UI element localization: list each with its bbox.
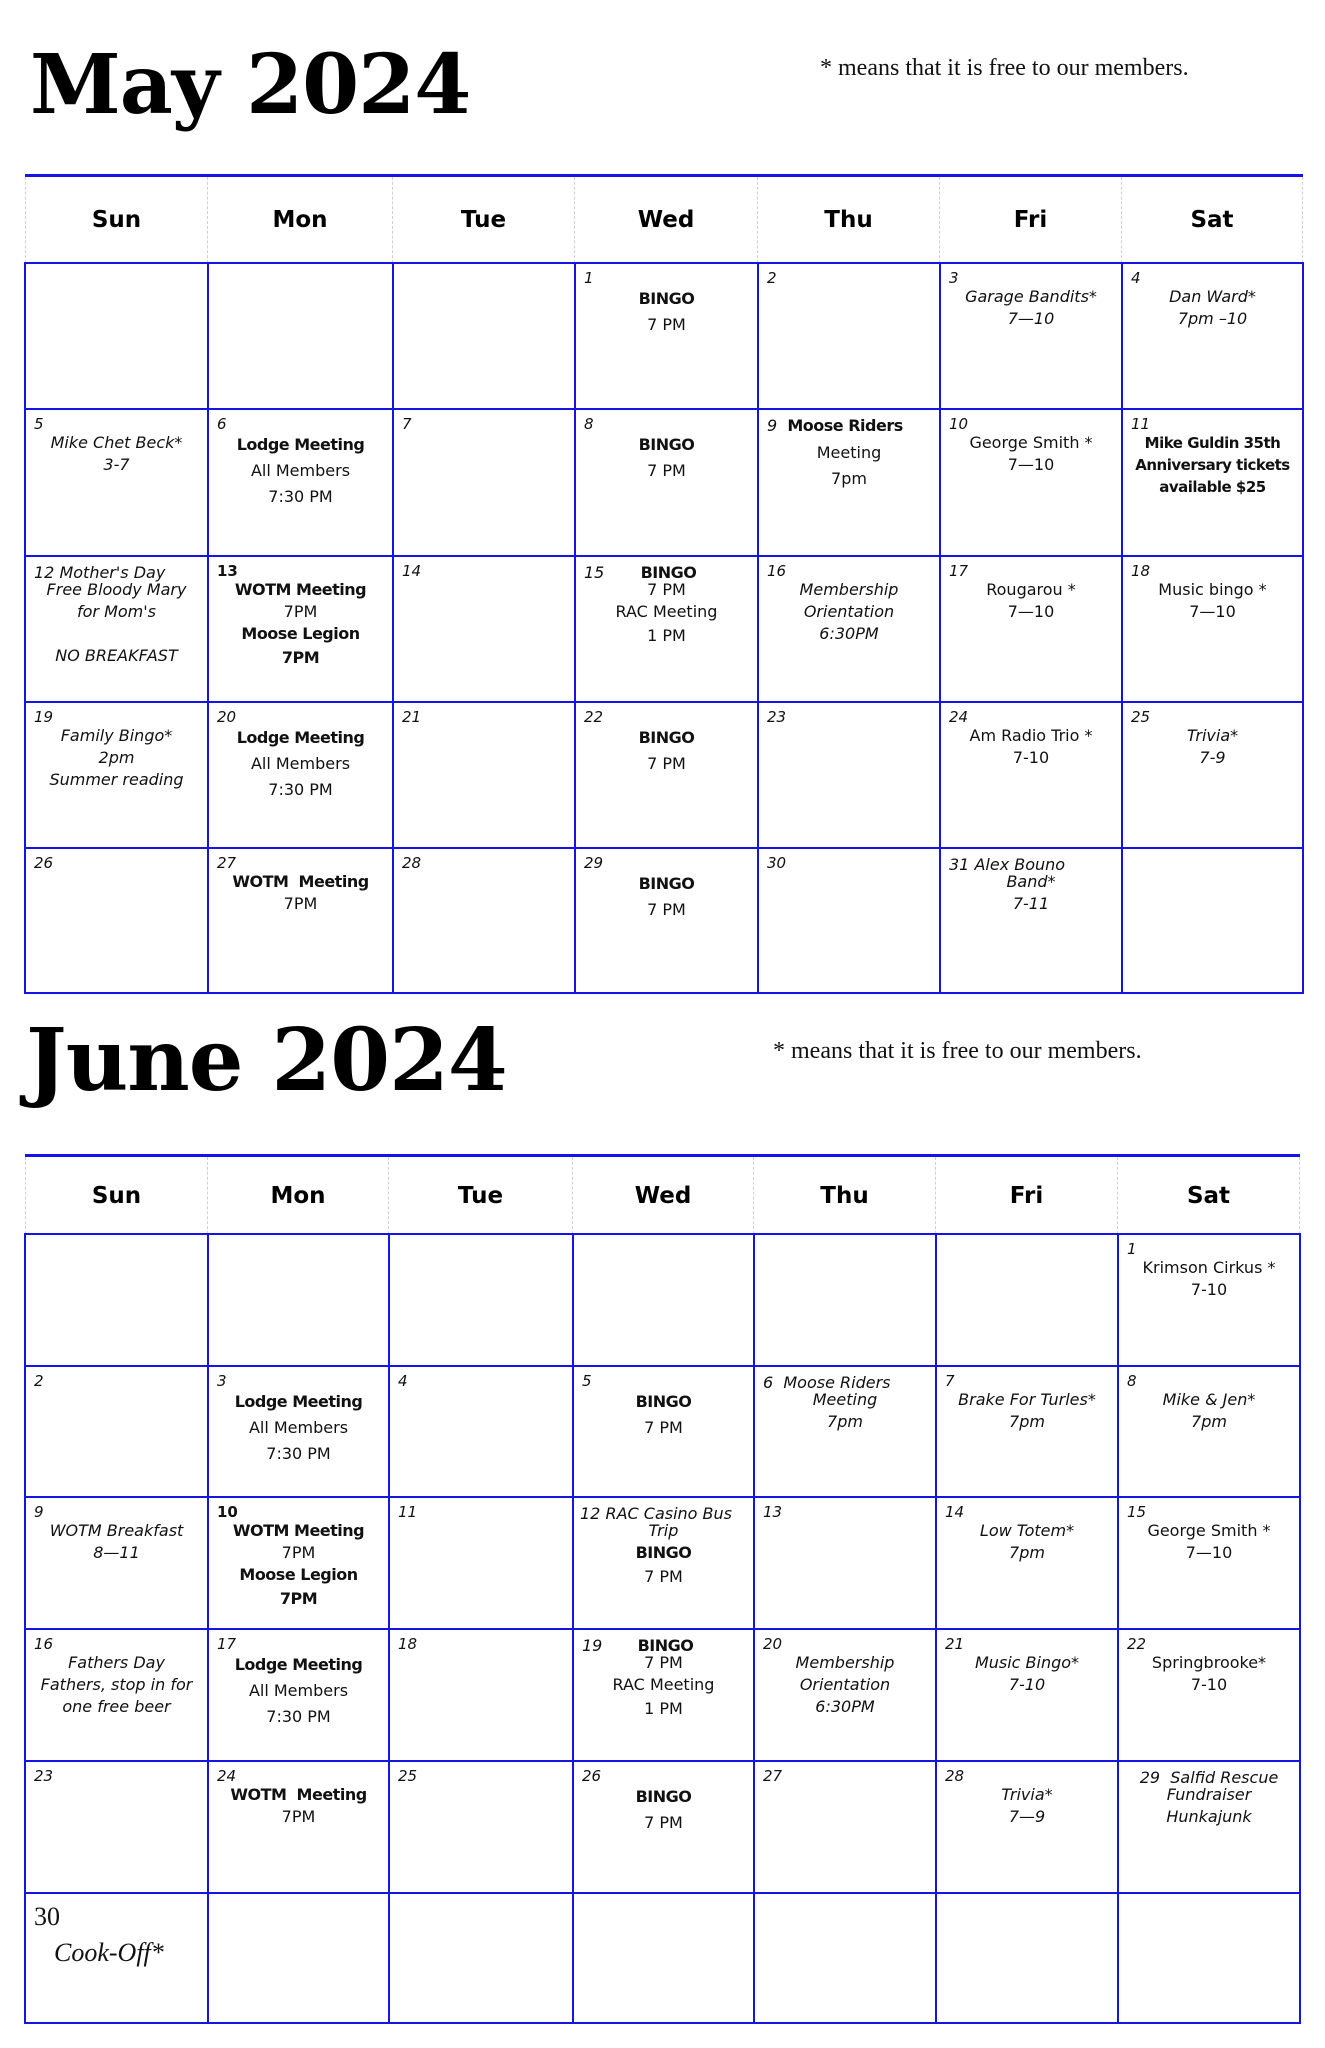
june-day-4[interactable] bbox=[388, 1365, 574, 1498]
event: Mike Chet Beck* 3-7 bbox=[50, 433, 183, 474]
may-day-26[interactable] bbox=[24, 847, 209, 994]
event: Trivia* 7-9 bbox=[1186, 726, 1239, 767]
event: BINGO 7 PM bbox=[638, 728, 695, 773]
event: WOTM Meeting 7PM Moose Legion 7PM bbox=[234, 580, 367, 667]
may-day-24[interactable] bbox=[939, 701, 1123, 849]
event-title: 9 Moose Riders bbox=[767, 416, 903, 435]
day-number: 5 bbox=[582, 1372, 592, 1390]
event: Lodge Meeting All Members 7:30 PM bbox=[236, 728, 365, 799]
may-weekday-wed: Wed bbox=[575, 177, 758, 263]
may-day-20[interactable] bbox=[207, 701, 394, 849]
day-number: 7 bbox=[402, 415, 412, 433]
day-number: 2 bbox=[34, 1372, 44, 1390]
day-number: 24 bbox=[217, 1767, 237, 1785]
day-number: 26 bbox=[582, 1767, 602, 1785]
june-empty-cell bbox=[1117, 1892, 1301, 2024]
june-empty-cell bbox=[388, 1892, 574, 2024]
day-number: 18 bbox=[1131, 562, 1151, 580]
day-number: 22 bbox=[584, 708, 604, 726]
day-number: 6 bbox=[217, 415, 227, 433]
june-day-28[interactable] bbox=[935, 1760, 1119, 1894]
event: George Smith * 7—10 bbox=[969, 433, 1093, 474]
day-number: 10 bbox=[217, 1503, 238, 1521]
june-day-29[interactable] bbox=[1117, 1760, 1301, 1894]
day-number: 17 bbox=[949, 562, 969, 580]
june-weekday-thu: Thu bbox=[754, 1157, 936, 1234]
june-day-27[interactable] bbox=[753, 1760, 937, 1894]
june-weekday-mon: Mon bbox=[208, 1157, 389, 1234]
may-day-21[interactable] bbox=[392, 701, 576, 849]
june-day-15[interactable] bbox=[1117, 1496, 1301, 1630]
may-day-30[interactable] bbox=[757, 847, 941, 994]
june-day-22[interactable] bbox=[1117, 1628, 1301, 1762]
event: BINGO 7 PM bbox=[638, 435, 695, 480]
event: Meeting 7pm bbox=[812, 1390, 878, 1431]
day-number: 1 bbox=[584, 269, 594, 287]
event: Trivia* 7—9 bbox=[1001, 1785, 1053, 1826]
may-weekday-sun: Sun bbox=[25, 177, 208, 263]
day-number: 3 bbox=[217, 1372, 227, 1390]
day-number: 21 bbox=[402, 708, 422, 726]
june-weekday-tue: Tue bbox=[389, 1157, 573, 1234]
event: WOTM Meeting 7PM Moose Legion 7PM bbox=[232, 1521, 365, 1608]
day-number: 27 bbox=[763, 1767, 783, 1785]
may-day-8[interactable] bbox=[574, 408, 759, 557]
june-day-5[interactable] bbox=[572, 1365, 755, 1498]
event-title: 29 Salfid Rescue bbox=[1139, 1768, 1279, 1787]
event: Lodge Meeting All Members 7:30 PM bbox=[234, 1392, 363, 1463]
june-empty-cell bbox=[572, 1892, 755, 2024]
day-number: 24 bbox=[949, 708, 969, 726]
day-number: 9 bbox=[34, 1503, 44, 1521]
may-day-9[interactable] bbox=[757, 408, 941, 557]
may-day-3[interactable] bbox=[939, 262, 1123, 410]
day-number: 25 bbox=[398, 1767, 418, 1785]
june-day-6[interactable] bbox=[753, 1365, 937, 1498]
june-weekday-sat: Sat bbox=[1118, 1157, 1300, 1234]
june-empty-cell bbox=[24, 1233, 209, 1367]
day-number: 1 bbox=[1127, 1240, 1137, 1258]
may-weekday-thu: Thu bbox=[758, 177, 940, 263]
june-weekday-fri: Fri bbox=[936, 1157, 1118, 1234]
event: WOTM Breakfast 8—11 bbox=[49, 1521, 184, 1562]
may-day-22[interactable] bbox=[574, 701, 759, 849]
june-day-3[interactable] bbox=[207, 1365, 390, 1498]
event: Family Bingo* 2pm Summer reading bbox=[49, 726, 184, 789]
event-title: 15 BINGO bbox=[584, 563, 697, 582]
may-day-25[interactable] bbox=[1121, 701, 1304, 849]
june-day-9[interactable] bbox=[24, 1496, 209, 1630]
may-day-14[interactable] bbox=[392, 555, 576, 703]
day-number: 28 bbox=[402, 854, 422, 872]
may-empty-cell bbox=[207, 262, 394, 410]
day-number: 16 bbox=[34, 1635, 54, 1653]
june-day-20[interactable] bbox=[753, 1628, 937, 1762]
may-day-13[interactable] bbox=[207, 555, 394, 703]
may-free-note: * means that it is free to our members. bbox=[820, 55, 1189, 81]
june-day-11[interactable] bbox=[388, 1496, 574, 1630]
june-empty-cell bbox=[753, 1892, 937, 2024]
may-weekday-sat: Sat bbox=[1122, 177, 1303, 263]
may-empty-cell bbox=[1121, 847, 1304, 994]
day-number: 19 bbox=[34, 708, 54, 726]
event: Music bingo * 7—10 bbox=[1158, 580, 1267, 621]
event: Free Bloody Mary for Mom's NO BREAKFAST bbox=[46, 580, 187, 665]
day-number: 28 bbox=[945, 1767, 965, 1785]
event: Mike Guldin 35th Anniversary tickets available $25 bbox=[1135, 434, 1290, 496]
day-number: 3 bbox=[949, 269, 959, 287]
may-day-27[interactable] bbox=[207, 847, 394, 994]
event: Rougarou * 7—10 bbox=[986, 580, 1076, 621]
event: Brake For Turles* 7pm bbox=[958, 1390, 1096, 1431]
day-number: 13 bbox=[217, 562, 238, 580]
june-day-14[interactable] bbox=[935, 1496, 1119, 1630]
event: Meeting 7pm bbox=[816, 443, 882, 488]
day-number: 4 bbox=[1131, 269, 1141, 287]
day-number: 18 bbox=[398, 1635, 418, 1653]
day-number: 30 bbox=[767, 854, 787, 872]
june-title: June 2024 bbox=[26, 1010, 507, 1111]
event-title: 6 Moose Riders bbox=[763, 1373, 891, 1392]
event-title: 19 BINGO bbox=[582, 1636, 694, 1655]
event: 7 PM RAC Meeting 1 PM bbox=[612, 1653, 715, 1718]
june-empty-cell bbox=[388, 1233, 574, 1367]
june-empty-cell bbox=[935, 1233, 1119, 1367]
day-number: 15 bbox=[1127, 1503, 1147, 1521]
day-number: 27 bbox=[217, 854, 237, 872]
june-free-note: * means that it is free to our members. bbox=[773, 1038, 1142, 1064]
may-day-12[interactable] bbox=[24, 555, 209, 703]
event: BINGO 7 PM bbox=[638, 289, 695, 334]
may-day-2[interactable] bbox=[757, 262, 941, 410]
event: Fathers Day Fathers, stop in for one free beer bbox=[40, 1653, 193, 1716]
june-day-21[interactable] bbox=[935, 1628, 1119, 1762]
may-day-11[interactable] bbox=[1121, 408, 1304, 557]
event: Cook-Off* bbox=[54, 1938, 164, 1967]
day-number: 2 bbox=[767, 269, 777, 287]
june-day-26[interactable] bbox=[572, 1760, 755, 1894]
day-number: 14 bbox=[402, 562, 422, 580]
day-number: 20 bbox=[217, 708, 237, 726]
event: WOTM Meeting 7PM bbox=[232, 872, 369, 913]
day-number: 23 bbox=[767, 708, 787, 726]
june-day-18[interactable] bbox=[388, 1628, 574, 1762]
event-title: 12 Mother's Day bbox=[34, 563, 166, 582]
event: Membership Orientation 6:30PM bbox=[799, 580, 899, 643]
day-number: 30 bbox=[34, 1902, 60, 1931]
event: Lodge Meeting All Members 7:30 PM bbox=[236, 435, 365, 506]
june-day-7[interactable] bbox=[935, 1365, 1119, 1498]
event: BINGO 7 PM bbox=[635, 1392, 692, 1437]
day-number: 11 bbox=[1131, 415, 1151, 433]
event: Krimson Cirkus * 7-10 bbox=[1142, 1258, 1276, 1299]
event: George Smith * 7—10 bbox=[1147, 1521, 1271, 1562]
event: WOTM Meeting 7PM bbox=[230, 1785, 367, 1826]
event: Music Bingo* 7-10 bbox=[974, 1653, 1080, 1694]
may-empty-cell bbox=[24, 262, 209, 410]
june-day-25[interactable] bbox=[388, 1760, 574, 1894]
may-day-31[interactable] bbox=[939, 847, 1123, 994]
june-day-1[interactable] bbox=[1117, 1233, 1301, 1367]
june-day-30[interactable] bbox=[24, 1892, 209, 2024]
june-day-13[interactable] bbox=[753, 1496, 937, 1630]
may-empty-cell bbox=[392, 262, 576, 410]
june-day-10[interactable] bbox=[207, 1496, 390, 1630]
june-day-19[interactable] bbox=[572, 1628, 755, 1762]
event: Membership Orientation 6:30PM bbox=[795, 1653, 895, 1716]
may-day-10[interactable] bbox=[939, 408, 1123, 557]
event: Fundraiser Hunkajunk bbox=[1166, 1785, 1252, 1826]
june-empty-cell bbox=[572, 1233, 755, 1367]
day-number: 7 bbox=[945, 1372, 955, 1390]
event: Springbrooke* 7-10 bbox=[1151, 1653, 1267, 1694]
event: Trip BINGO 7 PM bbox=[635, 1521, 692, 1586]
event: Lodge Meeting All Members 7:30 PM bbox=[234, 1655, 363, 1726]
may-weekday-mon: Mon bbox=[208, 177, 393, 263]
event-title: 31 Alex Bouno bbox=[949, 855, 1066, 874]
day-number: 25 bbox=[1131, 708, 1151, 726]
event: Garage Bandits* 7—10 bbox=[965, 287, 1097, 328]
june-day-12[interactable] bbox=[572, 1496, 755, 1630]
day-number: 14 bbox=[945, 1503, 965, 1521]
day-number: 23 bbox=[34, 1767, 54, 1785]
june-day-24[interactable] bbox=[207, 1760, 390, 1894]
day-number: 20 bbox=[763, 1635, 783, 1653]
june-empty-cell bbox=[207, 1892, 390, 2024]
event: 7 PM RAC Meeting 1 PM bbox=[615, 580, 718, 645]
event: BINGO 7 PM bbox=[635, 1787, 692, 1832]
may-day-5[interactable] bbox=[24, 408, 209, 557]
may-day-18[interactable] bbox=[1121, 555, 1304, 703]
may-day-19[interactable] bbox=[24, 701, 209, 849]
june-day-16[interactable] bbox=[24, 1628, 209, 1762]
may-day-29[interactable] bbox=[574, 847, 759, 994]
june-day-2[interactable] bbox=[24, 1365, 209, 1498]
may-weekday-fri: Fri bbox=[940, 177, 1122, 263]
day-number: 26 bbox=[34, 854, 54, 872]
june-day-17[interactable] bbox=[207, 1628, 390, 1762]
day-number: 29 bbox=[584, 854, 604, 872]
day-number: 22 bbox=[1127, 1635, 1147, 1653]
day-number: 17 bbox=[217, 1635, 237, 1653]
day-number: 21 bbox=[945, 1635, 965, 1653]
event: BINGO 7 PM bbox=[638, 874, 695, 919]
day-number: 13 bbox=[763, 1503, 783, 1521]
may-day-7[interactable] bbox=[392, 408, 576, 557]
event: Am Radio Trio * 7-10 bbox=[969, 726, 1093, 767]
june-day-8[interactable] bbox=[1117, 1365, 1301, 1498]
june-weekday-sun: Sun bbox=[25, 1157, 208, 1234]
june-empty-cell bbox=[207, 1233, 390, 1367]
june-day-23[interactable] bbox=[24, 1760, 209, 1894]
may-day-6[interactable] bbox=[207, 408, 394, 557]
event: Band* 7-11 bbox=[1006, 872, 1056, 913]
event: Low Totem* 7pm bbox=[979, 1521, 1075, 1562]
day-number: 11 bbox=[398, 1503, 418, 1521]
june-empty-cell bbox=[753, 1233, 937, 1367]
may-day-16[interactable] bbox=[757, 555, 941, 703]
day-number: 16 bbox=[767, 562, 787, 580]
day-number: 8 bbox=[584, 415, 594, 433]
may-day-4[interactable] bbox=[1121, 262, 1304, 410]
event: Mike & Jen* 7pm bbox=[1162, 1390, 1256, 1431]
day-number: 5 bbox=[34, 415, 44, 433]
may-day-23[interactable] bbox=[757, 701, 941, 849]
may-day-28[interactable] bbox=[392, 847, 576, 994]
may-day-17[interactable] bbox=[939, 555, 1123, 703]
june-weekday-wed: Wed bbox=[573, 1157, 754, 1234]
event-title: 12 RAC Casino Bus bbox=[580, 1504, 732, 1523]
may-day-15[interactable] bbox=[574, 555, 759, 703]
day-number: 4 bbox=[398, 1372, 408, 1390]
may-title: May 2024 bbox=[30, 37, 471, 133]
june-empty-cell bbox=[935, 1892, 1119, 2024]
may-day-1[interactable] bbox=[574, 262, 759, 410]
may-weekday-tue: Tue bbox=[393, 177, 575, 263]
day-number: 8 bbox=[1127, 1372, 1137, 1390]
event: Dan Ward* 7pm –10 bbox=[1169, 287, 1256, 328]
day-number: 10 bbox=[949, 415, 969, 433]
